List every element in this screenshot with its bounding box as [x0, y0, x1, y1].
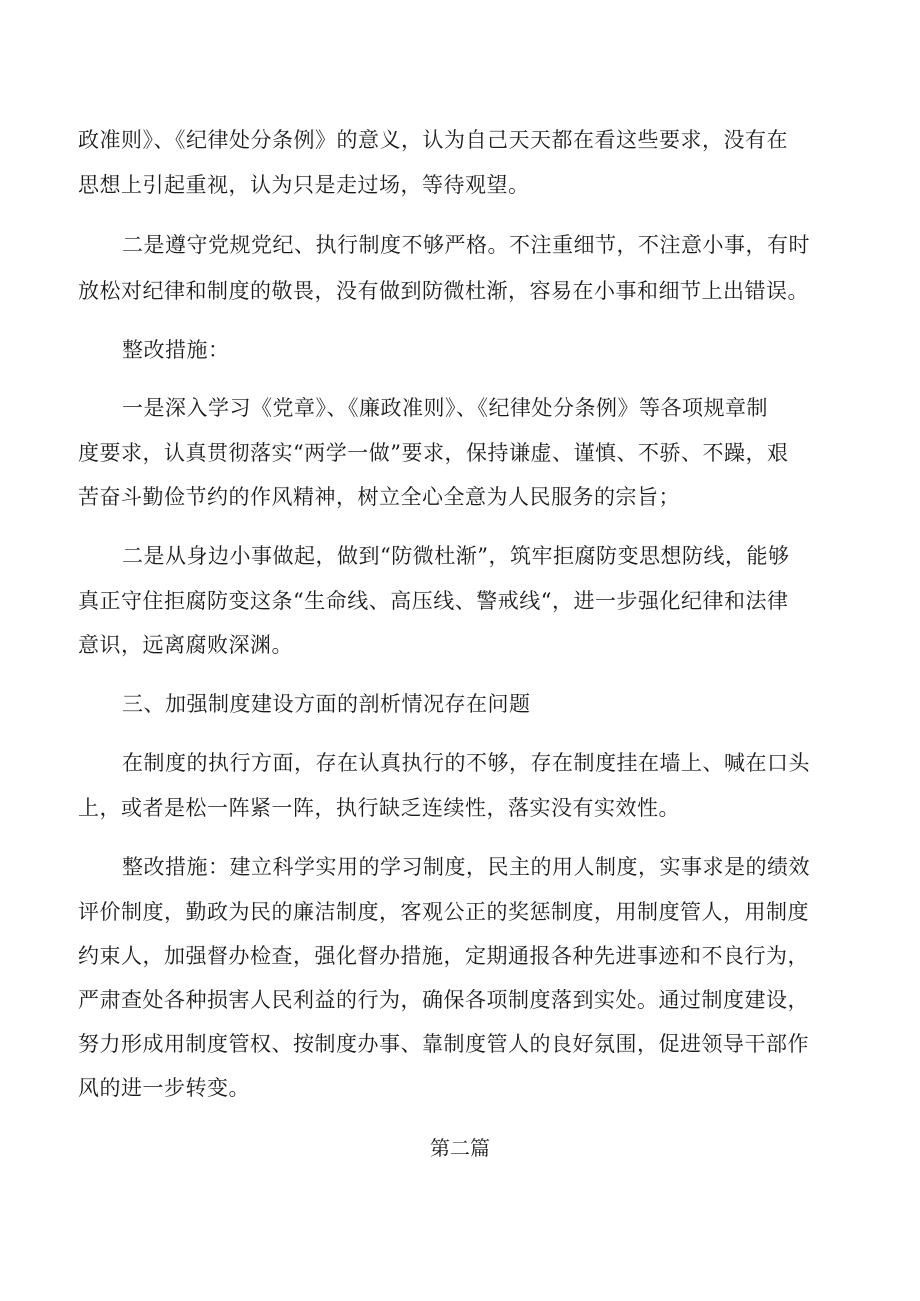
text-line: 严肃查处各种损害人民利益的行为，确保各项制度落到实处。通过制度建设， — [78, 988, 809, 1012]
text-line: 二是遵守党规党纪、执行制度不够严格。不注重细节，不注意小事，有时 — [122, 233, 810, 257]
section-heading-three: 三、加强制度建设方面的剖析情况存在问题 — [122, 692, 531, 716]
section-title: 第二篇 — [430, 1136, 490, 1160]
text-line: 意识，远离腐败深渊。 — [78, 633, 293, 657]
text-line: 真正守住拒腐防变这条“生命线、高压线、警戒线“，进一步强化纪律和法律 — [78, 589, 789, 613]
subheading: 整改措施： — [122, 338, 230, 362]
text-line: 风的进一步转变。 — [78, 1076, 250, 1100]
text-line: 一是深入学习《党章》、《廉政准则》、《纪律处分条例》等各项规章制 — [122, 396, 768, 420]
text-line: 放松对纪律和制度的敬畏，没有做到防微杜渐，容易在小事和细节上出错误。 — [78, 279, 809, 303]
text-line: 政准则》、《纪律处分条例》的意义，认为自己天天都在看这些要求，没有在 — [78, 128, 788, 152]
text-line: 二是从身边小事做起，做到“防微杜渐”，筑牢拒腐防变思想防线，能够 — [122, 544, 790, 568]
text-line: 在制度的执行方面，存在认真执行的不够，存在制度挂在墙上、喊在口头 — [122, 751, 810, 775]
text-line: 苦奋斗勤俭节约的作风精神，树立全心全意为人民服务的宗旨； — [78, 485, 680, 509]
text-line: 评价制度，勤政为民的廉洁制度，客观公正的奖惩制度，用制度管人，用制度 — [78, 900, 809, 924]
text-line: 思想上引起重视，认为只是走过场，等待观望。 — [78, 173, 530, 197]
text-line: 度要求，认真贯彻落实“两学一做”要求，保持谦虚、谨慎、不骄、不躁，艰 — [78, 441, 789, 465]
text-line: 约束人，加强督办检查，强化督办措施，定期通报各种先进事迹和不良行为， — [78, 944, 809, 968]
text-line: 上，或者是松一阵紧一阵，执行缺乏连续性，落实没有实效性。 — [78, 796, 680, 820]
text-line: 整改措施：建立科学实用的学习制度，民主的用人制度，实事求是的绩效 — [122, 855, 810, 879]
text-line: 努力形成用制度管权、按制度办事、靠制度管人的良好氛围，促进领导干部作 — [78, 1032, 809, 1056]
